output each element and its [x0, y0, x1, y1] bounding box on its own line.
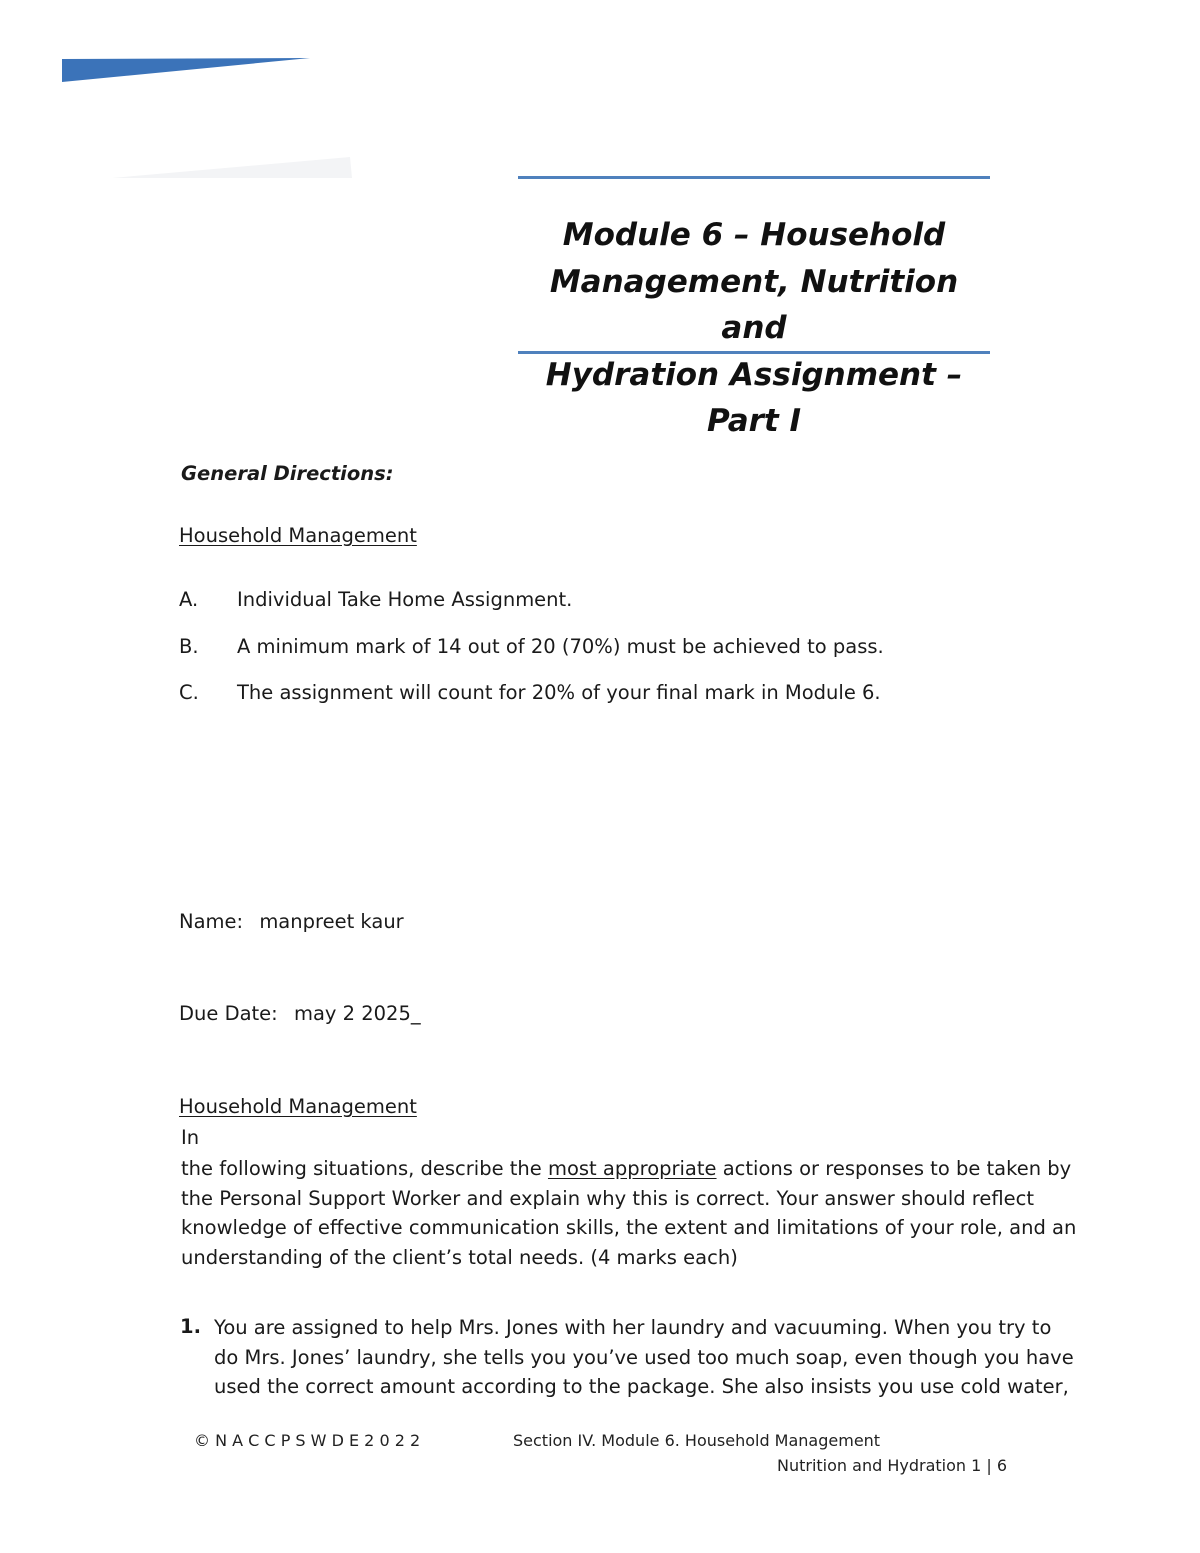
paragraph-text: the following situations, describe the — [181, 1157, 548, 1180]
question-line: used the correct amount according to the package. She also insists you use cold water, — [214, 1375, 1069, 1398]
title-top-rule — [518, 176, 990, 179]
instructions-paragraph — [181, 1154, 1077, 1272]
list-item-text: The assignment will count for 20% of your final mark in Module 6. — [237, 681, 881, 704]
page-total: 6 — [996, 1456, 1008, 1475]
emphasis-text: most appropriate — [547, 1157, 717, 1180]
logo-wedge — [0, 0, 400, 200]
paragraph-line — [181, 1154, 1072, 1184]
directions-section-heading: Household Management — [179, 524, 417, 547]
list-item-text: A minimum mark of 14 out of 20 (70%) must be achieved to pass. — [237, 635, 884, 658]
footer-page — [777, 1456, 1007, 1475]
question-line: do Mrs. Jones’ laundry, she tells you you’ve used too much soap, even though you have — [214, 1345, 1074, 1369]
logo-blue-wedge — [62, 58, 310, 82]
list-item-letter: A. — [179, 588, 199, 611]
due-date-label: Due Date: — [179, 1002, 278, 1025]
section-heading: Household Management — [179, 1095, 417, 1118]
question-number: 1. — [180, 1315, 201, 1338]
due-date-row — [179, 1002, 421, 1025]
list-item-text: Individual Take Home Assignment. — [237, 588, 573, 611]
question-text — [214, 1313, 1074, 1402]
title-line-2: Management, Nutrition and — [549, 263, 959, 346]
name-value[interactable]: manpreet kaur — [259, 910, 404, 933]
name-label: Name: — [179, 910, 244, 933]
list-item-letter: C. — [179, 681, 199, 704]
title-bottom-rule — [518, 351, 990, 354]
paragraph-line: the Personal Support Worker and explain why this is correct. Your answer should reflect — [181, 1186, 1035, 1210]
title-line-1: Module 6 – Household — [562, 217, 946, 253]
list-item-letter: B. — [179, 635, 199, 658]
due-date-value[interactable]: may 2 2025_ — [293, 1002, 421, 1025]
footer-subtitle: Nutrition and Hydration — [777, 1456, 967, 1475]
footer-section: Section IV. Module 6. Household Management — [513, 1431, 881, 1450]
intro-word: In — [181, 1126, 200, 1149]
footer-copyright: © N A C C P S W D E 2 0 2 2 — [194, 1431, 421, 1450]
name-row — [179, 910, 404, 933]
title-line-3: Hydration Assignment – Part I — [545, 356, 963, 439]
directions-heading: General Directions: — [181, 462, 394, 485]
paragraph-line: knowledge of effective communication skills, the extent and limitations of your role, and an — [181, 1216, 1077, 1239]
page-number: 1 — [971, 1456, 982, 1475]
paragraph-text: actions or responses to be taken by — [716, 1157, 1072, 1180]
page-title — [518, 212, 990, 445]
page-separator: | — [986, 1456, 992, 1475]
question-line: You are assigned to help Mrs. Jones with her laundry and vacuuming. When you try to — [214, 1316, 1052, 1339]
paragraph-line: understanding of the client’s total needs. (4 marks each) — [181, 1245, 738, 1269]
logo-faint-swoosh — [112, 157, 352, 178]
